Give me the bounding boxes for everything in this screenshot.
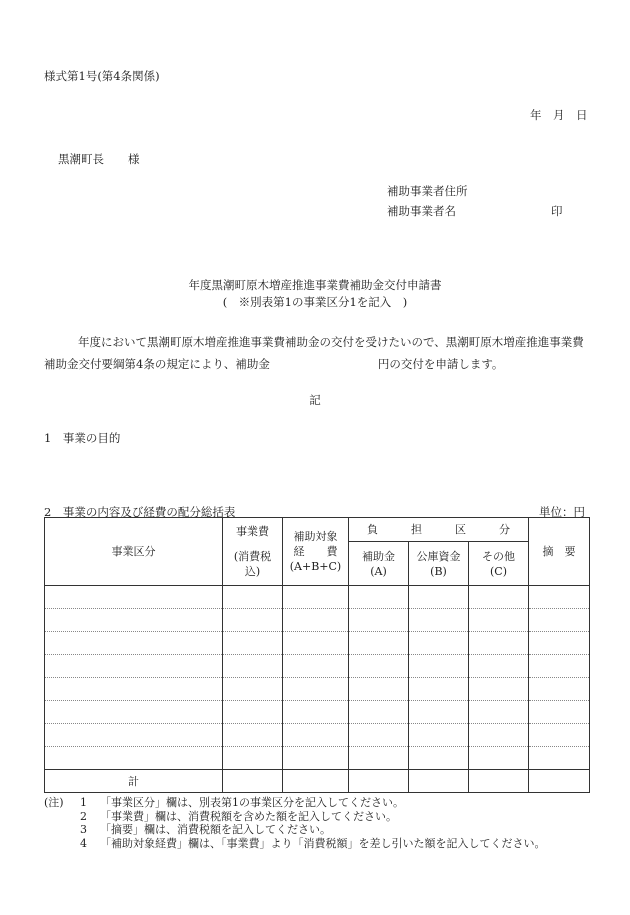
note-text: 「事業費」欄は、消費税額を含めた額を記入してください。 <box>100 809 397 823</box>
header-subsidy <box>349 542 409 586</box>
note-item <box>44 810 546 824</box>
notes-section <box>44 796 546 850</box>
addressee <box>58 151 140 167</box>
header-category: 事業区分 <box>45 518 223 586</box>
note-text: 「補助対象経費」欄は、「事業費」より「消費税額」を差し引いた額を記入してください。 <box>100 836 546 850</box>
table-row <box>45 655 590 678</box>
header-project-cost-line1: 事業費 <box>236 525 269 538</box>
section-2-heading: 2 事業の内容及び経費の配分総括表 <box>44 505 236 519</box>
note-number: 1 <box>80 796 87 809</box>
seal-mark: 印 <box>551 204 563 218</box>
paragraph-part1: 年度において黒潮町原木増産推進事業費補助金の交付を受けたいので、黒潮町原木増産推進事業費補助金交付要綱第4条の規定により、補助金 <box>44 335 584 371</box>
table-row <box>45 701 590 724</box>
total-row <box>45 770 590 793</box>
table-row <box>45 609 590 632</box>
note-item <box>44 796 546 810</box>
header-project-cost-line3: 込) <box>244 565 261 578</box>
header-project-cost <box>223 518 283 586</box>
application-paragraph <box>44 331 590 375</box>
note-text: 「摘要」欄は、消費税額を記入してください。 <box>100 823 331 836</box>
note-item <box>44 823 546 837</box>
table-row <box>45 632 590 655</box>
header-eligible-line1: 補助対象 <box>293 530 338 543</box>
header-eligible-line2: 経 費 <box>293 545 338 558</box>
note-number: 3 <box>80 823 87 836</box>
header-public-line1: 公庫資金 <box>416 549 461 563</box>
addressee-name: 黒潮町長 <box>58 152 104 166</box>
total-label: 計 <box>45 770 223 793</box>
header-subsidy-line1: 補助金 <box>362 549 395 563</box>
table-row <box>45 678 590 701</box>
form-number-label: 様式第1号(第4条関係) <box>44 69 160 83</box>
header-eligible-line3: (A+B+C) <box>289 560 342 573</box>
header-other-line1: その他 <box>482 549 515 563</box>
applicant-name-label: 補助事業者名 <box>387 204 456 218</box>
unit-label: 単位：円 <box>539 505 585 519</box>
header-project-cost-line2: (消費税 <box>233 550 272 563</box>
header-eligible-cost <box>283 518 349 586</box>
header-public-line2: (B) <box>430 564 447 578</box>
note-text: 「事業区分」欄は、別表第1の事業区分を記入してください。 <box>100 796 404 809</box>
header-public-fund <box>409 542 469 586</box>
table-row <box>45 724 590 747</box>
header-other-line2: (C) <box>490 564 507 578</box>
ki-heading: 記 <box>309 393 321 407</box>
header-burden-category: 負 担 区 分 <box>349 518 529 542</box>
applicant-address-label: 補助事業者住所 <box>387 184 468 198</box>
paragraph-part2: 円の交付を申請します。 <box>377 357 504 371</box>
addressee-honorific: 様 <box>128 152 140 166</box>
table-row <box>45 747 590 770</box>
document-title: 年度黒潮町原木増産推進事業費補助金交付申請書 <box>188 278 442 292</box>
note-number: 4 <box>80 836 87 850</box>
section-1-heading: 1 事業の目的 <box>44 431 121 445</box>
note-item <box>44 837 546 851</box>
date-line: 年 月 日 <box>530 108 588 122</box>
document-subtitle: ( ※別表第1の事業区分1を記入 ) <box>222 295 408 309</box>
expense-summary-table <box>44 517 590 793</box>
note-number: 2 <box>80 809 87 823</box>
header-subsidy-line2: (A) <box>370 564 387 578</box>
header-other <box>469 542 529 586</box>
header-remarks: 摘 要 <box>529 518 590 586</box>
notes-label: (注) <box>44 796 64 809</box>
table-row <box>45 586 590 609</box>
